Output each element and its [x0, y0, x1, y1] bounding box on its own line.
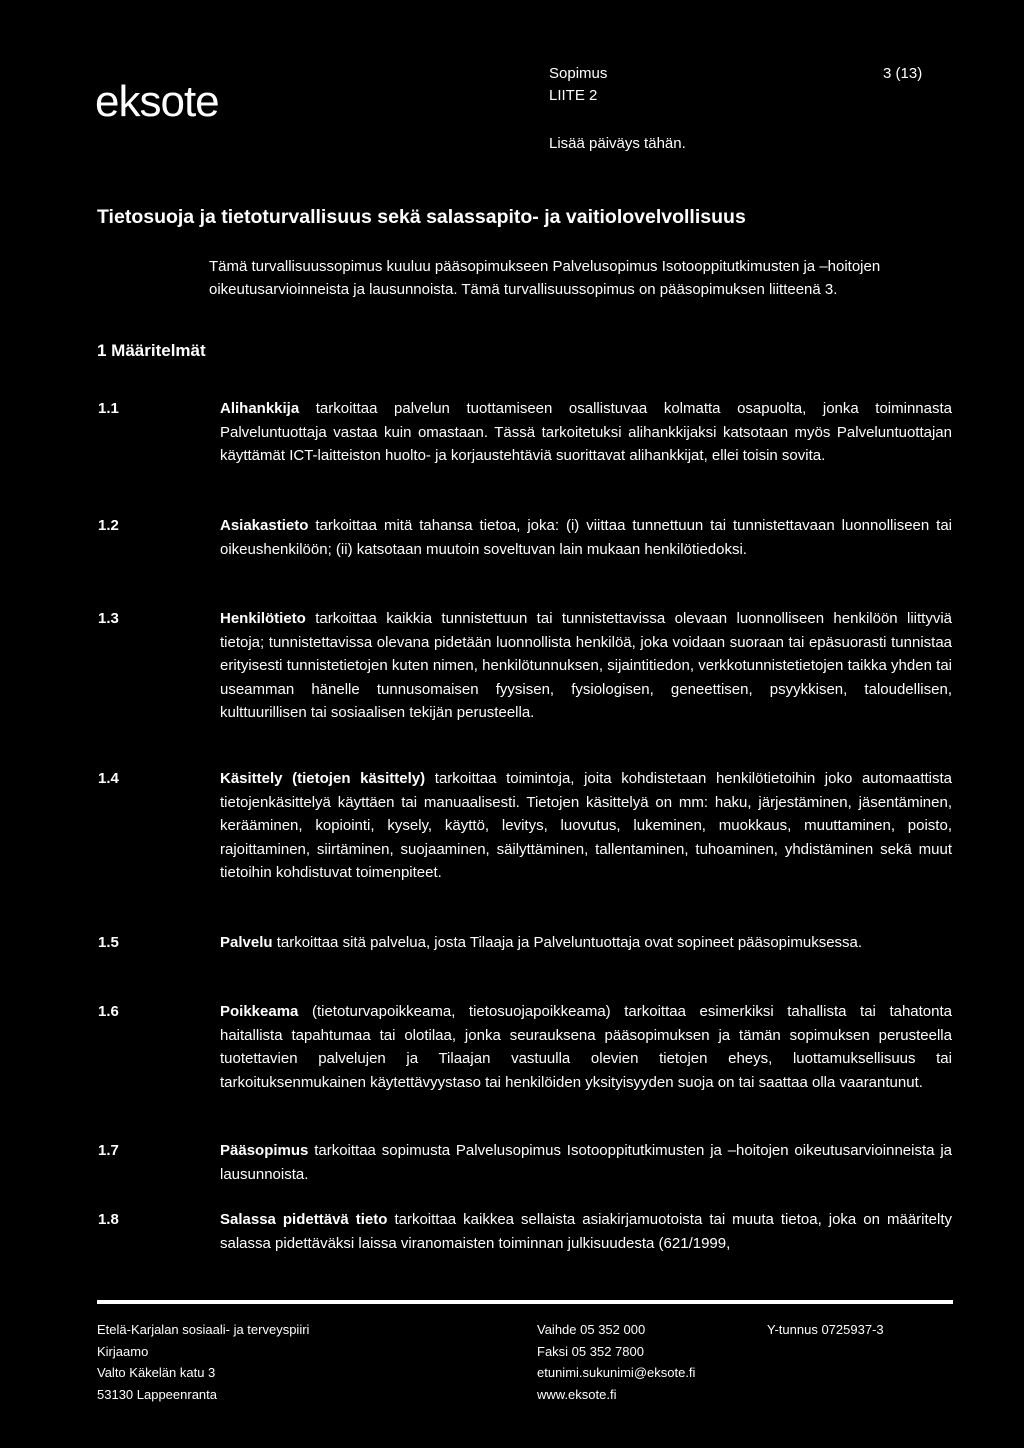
- definition-text: [220, 1000, 952, 1094]
- footer-city: 53130 Lappeenranta: [97, 1386, 218, 1402]
- definition-text: [220, 397, 952, 468]
- footer-address: [97, 1319, 309, 1405]
- definition-term: Henkilötieto: [220, 610, 306, 627]
- definition-number: 1.7: [98, 1142, 119, 1159]
- definition-body: tarkoittaa toimintoja, joita kohdistetaan henkilötietoihin joko automaattista tietojenkäsittelyä käyttäen tai manuaalisesti. Tietojen käsittelyä on mm: haku, järjestäminen, jäsentäminen, kerääminen, kopiointi, kysely, käyttö, levitys, luovutus, lukeminen, muokkaus, muuttaminen, poisto, rajoittaminen, siirtäminen, suojaaminen, säilyttäminen, tallentaminen, tuhoaminen, yhdistäminen sekä muut tietoihin kohdistuvat toimenpiteet.: [220, 770, 952, 881]
- date-placeholder: Lisää päiväys tähän.: [549, 135, 686, 152]
- definition-term: Salassa pidettävä tieto: [220, 1211, 388, 1228]
- footer-divider: [97, 1300, 953, 1304]
- definition-number: 1.6: [98, 1003, 119, 1020]
- section-heading: 1 Määritelmät: [97, 341, 206, 360]
- definition-number: 1.2: [98, 517, 119, 534]
- footer-website: www.eksote.fi: [537, 1386, 617, 1402]
- definition-text: [220, 767, 952, 885]
- footer-contact: [537, 1319, 695, 1405]
- definition-term: Pääsopimus: [220, 1142, 309, 1159]
- attachment-label: LIITE 2: [549, 87, 598, 104]
- definition-body: (tietoturvapoikkeama, tietosuojapoikkeama) tarkoittaa esimerkiksi tahallista tai tahatonta haitallista tapahtumaa tai olotilaa, jonka seurauksena pääsopimuksen ja tämän sopimuksen perusteella tuotettavien palvelujen ja Tilaajan vastuulla olevien tietojen eheys, luottamuksellisuus tai tarkoituksenmukainen käytettävyystaso tai henkilöiden yksityisyyden suoja on tai saattaa olla vaarantunut.: [220, 1003, 952, 1091]
- definition-number: 1.4: [98, 770, 119, 787]
- footer-email: etunimi.sukunimi@eksote.fi: [537, 1365, 696, 1380]
- definition-term: Asiakastieto: [220, 517, 309, 534]
- footer-y-tunnus: Y-tunnus 0725937-3: [767, 1322, 884, 1337]
- definition-term: Poikkeama: [220, 1003, 299, 1020]
- definition-term: Palvelu: [220, 934, 273, 951]
- footer-organization: Etelä-Karjalan sosiaali- ja terveyspiiri: [97, 1322, 310, 1337]
- definition-text: [220, 514, 952, 561]
- definition-term: Alihankkija: [220, 400, 300, 417]
- footer-phone: Vaihde 05 352 000: [537, 1322, 646, 1337]
- definition-body: tarkoittaa mitä tahansa tietoa, joka: (i) viittaa tunnettuun tai tunnistettavaan luonnolliseen tai oikeushenkilöön; (ii) katsotaan muutoin soveltuvan lain mukaan henkilötiedoksi.: [220, 517, 952, 558]
- definition-body: tarkoittaa sitä palvelua, josta Tilaaja ja Palveluntuottaja ovat sopineet pääsopimuksessa.: [272, 934, 863, 951]
- intro-paragraph: Tämä turvallisuussopimus kuuluu pääsopimukseen Palvelusopimus Isotooppitutkimusten ja –hoitojen oikeutusarvioinneista ja lausunnoista. Tämä turvallisuussopimus on pääsopimuksen liitteenä 3.: [209, 258, 881, 298]
- definition-number: 1.1: [98, 400, 119, 417]
- definition-body: tarkoittaa palvelun tuottamiseen osallistuvaa kolmatta osapuolta, jonka toiminnasta Palveluntuottaja vastaa kuin omastaan. Tässä tarkoitetuksi alihankkijaksi katsotaan myös Palveluntuottajan käyttämät ICT-laitteiston huolto- ja korjaustehtäviä suorittavat alihankkijat, ellei toisin sovita.: [220, 400, 952, 464]
- definition-text: [220, 607, 952, 725]
- footer-business-id: [767, 1319, 884, 1341]
- definition-body: tarkoittaa kaikkia tunnistettuun tai tunnistettavissa olevaan luonnolliseen henkilöön liittyviä tietoja; tunnistettavissa olevana pidetään luonnollista henkilöä, joka voidaan suoraan tai epäsuorasti tunnistaa erityisesti tunnistetietojen kuten nimen, henkilötunnuksen, sijaintitiedon, verkkotunnistetietojen taikka yhden tai useamman hänelle tunnusomaisen fyysisen, fysiologisen, geneettisen, psyykkisen, taloudellisen, kulttuurillisen tai sosiaalisen tekijän perusteella.: [220, 610, 952, 721]
- definition-number: 1.8: [98, 1211, 119, 1228]
- page-number: 3 (13): [883, 65, 923, 82]
- definition-body: tarkoittaa kaikkea sellaista asiakirjamuotoista tai muuta tietoa, joka on määritelty salassa pidettäväksi laissa viranomaisten toiminnan julkisuudesta (621/1999,: [220, 1211, 953, 1252]
- footer-office: Kirjaamo: [97, 1343, 149, 1359]
- footer-fax: Faksi 05 352 7800: [537, 1343, 644, 1359]
- definition-text: [220, 931, 952, 955]
- definition-number: 1.3: [98, 610, 119, 627]
- document-title: Tietosuoja ja tietoturvallisuus sekä salassapito- ja vaitiolovelvollisuus: [97, 206, 746, 228]
- definition-number: 1.5: [98, 934, 119, 951]
- eksote-logo: eksote: [95, 77, 219, 126]
- definition-text: [220, 1139, 952, 1186]
- definition-text: [220, 1208, 952, 1255]
- document-type: Sopimus: [549, 65, 608, 82]
- definition-body: tarkoittaa sopimusta Palvelusopimus Isotooppitutkimusten ja –hoitojen oikeutusarvioinneista ja lausunnoista.: [220, 1142, 952, 1183]
- definition-term: Käsittely (tietojen käsittely): [220, 770, 426, 787]
- footer-street: Valto Käkelän katu 3: [97, 1365, 216, 1380]
